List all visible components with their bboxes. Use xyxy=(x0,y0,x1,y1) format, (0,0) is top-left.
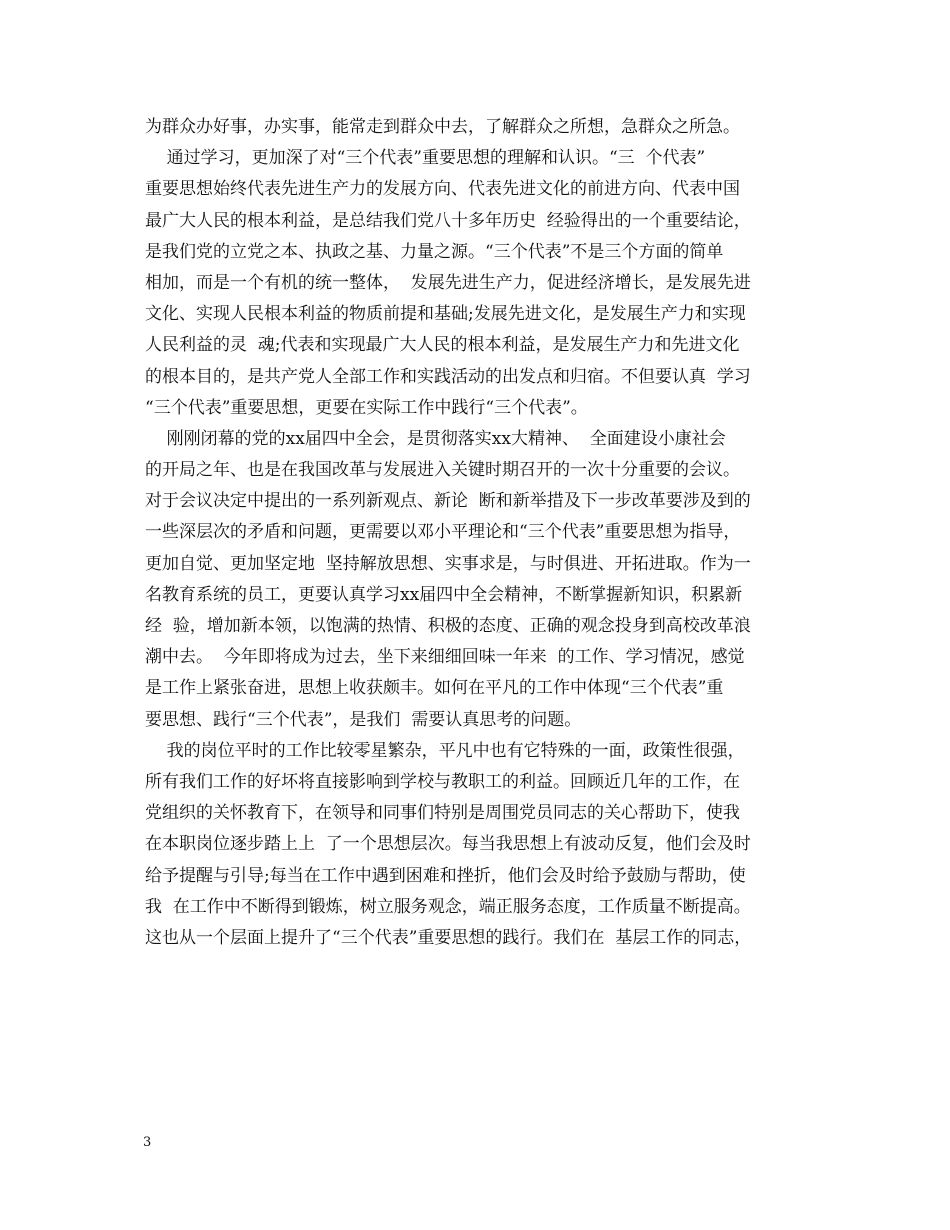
text-line: 名教育系统的员工，更要认真学习xx届四中全会精神，不断掌握新知识，积累新 xyxy=(145,584,743,605)
text-line: 一些深层次的矛盾和问题，更需要以邓小平理论和“三个代表”重要思想为指导， xyxy=(145,522,741,543)
text-line: 刚刚闭幕的党的xx届四中全会，是贯彻落实xx大精神、 全面建设小康社会 xyxy=(145,428,726,449)
text-line: “三个代表”重要思想，更要在实际工作中践行“三个代表”。 xyxy=(145,397,588,418)
page-number: 3 xyxy=(143,1135,152,1150)
text-line: 是工作上紧张奋进，思想上收获颇丰。如何在平凡的工作中体现“三个代表”重 xyxy=(145,678,724,699)
text-line: 对于会议决定中提出的一系列新观点、新论 断和新举措及下一步改革要涉及到的 xyxy=(145,491,751,512)
text-line: 相加，而是一个有机的统一整体， 发展先进生产力，促进经济增长，是发展先进 xyxy=(145,272,751,293)
text-line: 给予提醒与引导;每当在工作中遇到困难和挫折，他们会及时给予鼓励与帮助，使 xyxy=(145,865,746,886)
text-line: 我的岗位平时的工作比较零星繁杂，平凡中也有它特殊的一面，政策性很强， xyxy=(145,740,745,761)
text-line: 通过学习，更加深了对“三个代表”重要思想的理解和认识。“三 个代表” xyxy=(145,148,706,169)
text-line: 的根本目的，是共产党人全部工作和实践活动的出发点和归宿。不但要认真 学习 xyxy=(145,366,751,387)
text-line: 这也从一个层面上提升了“三个代表”重要思想的践行。我们在 基层工作的同志， xyxy=(145,927,752,948)
text-line: 更加自觉、更加坚定地 坚持解放思想、实事求是，与时俱进、开拓进取。作为一 xyxy=(145,553,751,574)
text-line: 最广大人民的根本利益，是总结我们党八十多年历史 经验得出的一个重要结论， xyxy=(145,210,751,231)
text-line: 是我们党的立党之本、执政之基、力量之源。“三个代表”不是三个方面的简单 xyxy=(145,241,724,262)
text-line: 人民利益的灵 魂;代表和实现最广大人民的根本利益，是发展生产力和先进文化 xyxy=(145,335,740,356)
text-line: 重要思想始终代表先进生产力的发展方向、代表先进文化的前进方向、代表中国 xyxy=(145,179,740,200)
text-line: 文化、实现人民根本利益的物质前提和基础;发展先进文化，是发展生产力和实现 xyxy=(145,304,746,325)
text-line: 我 在工作中不断得到锻炼，树立服务观念，端正服务态度，工作质量不断提高。 xyxy=(145,896,751,917)
text-line: 的开局之年、也是在我国改革与发展进入关键时期召开的一次十分重要的会议。 xyxy=(145,460,740,481)
text-line: 要思想、践行“三个代表”，是我们 需要认真思考的问题。 xyxy=(145,709,582,730)
text-line: 所有我们工作的好坏将直接影响到学校与教职工的利益。回顾近几年的工作，在 xyxy=(145,771,740,792)
text-line: 为群众办好事，办实事，能常走到群众中去，了解群众之所想，急群众之所急。 xyxy=(145,117,740,137)
text-line: 经 验，增加新本领，以饱满的热情、积极的态度、正确的观念投身到高校改革浪 xyxy=(145,616,751,636)
text-line: 党组织的关怀教育下，在领导和同事们特别是周围党员同志的关心帮助下，使我 xyxy=(145,803,740,824)
text-line: 在本职岗位逐步踏上上 了一个思想层次。每当我思想上有波动反复，他们会及时 xyxy=(145,834,751,855)
text-line: 潮中去。 今年即将成为过去，坐下来细细回味一年来 的工作、学习情况，感觉 xyxy=(145,647,745,668)
body-text xyxy=(145,112,825,954)
